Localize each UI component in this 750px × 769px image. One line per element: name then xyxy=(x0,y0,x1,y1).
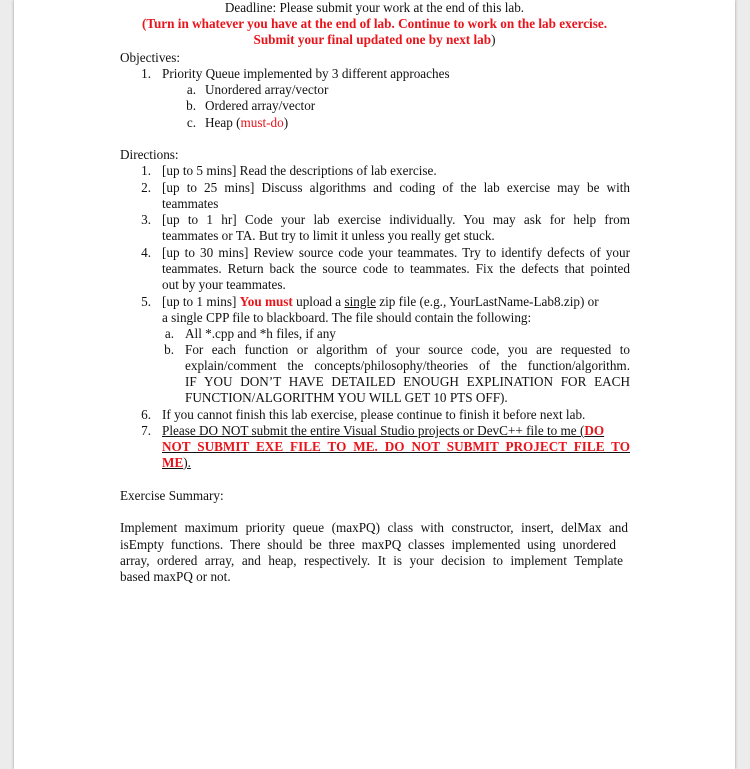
direction-item-cont: a single CPP file to blackboard. The file should contain the following: xyxy=(162,310,532,325)
objective-sub-letter: b. xyxy=(186,98,196,113)
direction-item-cont: out by your teammates. xyxy=(162,277,286,292)
direction-number: 6. xyxy=(141,407,151,422)
objectives-heading: Objectives: xyxy=(120,50,181,65)
objective-sub-item: Ordered array/vector xyxy=(205,98,316,113)
direction-number: 7. xyxy=(141,423,151,438)
direction-item-cont: ME). xyxy=(162,455,191,470)
objective-sub-item: Heap (must-do) xyxy=(205,115,289,130)
direction-number: 3. xyxy=(141,212,151,227)
direction-number: 5. xyxy=(141,294,151,309)
summary-text: based maxPQ or not. xyxy=(120,569,231,584)
summary-heading: Exercise Summary: xyxy=(120,488,224,503)
objective-item: Priority Queue implemented by 3 different approaches xyxy=(162,66,450,81)
direction-item-cont: NOT SUBMIT EXE FILE TO ME. DO NOT SUBMIT PROJECT FILE TO xyxy=(162,439,630,454)
direction-item: [up to 1 mins] You must upload a single zip file (e.g., YourLastName-Lab8.zip) or xyxy=(162,294,599,309)
summary-text: isEmpty functions. There should be three maxPQ classes implemented using unordered xyxy=(120,537,616,552)
direction-item: [up to 30 mins] Review source code your teammates. Try to identify defects of your xyxy=(162,245,630,260)
direction-number: 1. xyxy=(141,163,151,178)
direction-sub-item-cont: explain/comment the concepts/philosophy/theories of the function/algorithm. xyxy=(185,358,630,373)
direction-sub-item-cont: IF YOU DON’T HAVE DETAILED ENOUGH EXPLINATION FOR EACH xyxy=(185,374,630,389)
direction-item: Please DO NOT submit the entire Visual Studio projects or DevC++ file to me (DO xyxy=(162,423,605,438)
direction-number: 4. xyxy=(141,245,151,260)
document-page xyxy=(14,0,735,769)
summary-text: array, ordered array, and heap, respectively. It is your decision to implement Template xyxy=(120,553,623,568)
direction-item-cont: teammates xyxy=(162,196,219,211)
turn-in-line-2: Submit your final updated one by next lab) xyxy=(253,32,496,47)
objective-sub-letter: a. xyxy=(186,82,196,97)
summary-text: Implement maximum priority queue (maxPQ) class with constructor, insert, delMax and xyxy=(120,520,628,535)
direction-item-cont: teammates. Return back the source code to teammates. Fix the defects that pointed xyxy=(162,261,630,276)
direction-item: [up to 25 mins] Discuss algorithms and coding of the lab exercise may be with xyxy=(162,180,630,195)
deadline-line: Deadline: Please submit your work at the end of this lab. xyxy=(224,0,525,15)
direction-item: [up to 1 hr] Code your lab exercise individually. You may ask for help from xyxy=(162,212,630,227)
direction-sub-item: All *.cpp and *h files, if any xyxy=(185,326,336,341)
direction-sub-item: For each function or algorithm of your source code, you are requested to xyxy=(185,342,630,357)
direction-sub-letter: a. xyxy=(164,326,174,341)
direction-number: 2. xyxy=(141,180,151,195)
objective-number: 1. xyxy=(141,66,151,81)
direction-item: [up to 5 mins] Read the descriptions of lab exercise. xyxy=(162,163,437,178)
direction-sub-letter: b. xyxy=(164,342,174,357)
turn-in-line-1: (Turn in whatever you have at the end of lab. Continue to work on the lab exercise. xyxy=(141,16,607,31)
objective-sub-item: Unordered array/vector xyxy=(205,82,329,97)
direction-sub-item-cont: FUNCTION/ALGORITHM YOU WILL GET 10 PTS OFF). xyxy=(185,390,508,405)
directions-heading: Directions: xyxy=(120,147,179,162)
direction-item: If you cannot finish this lab exercise, please continue to finish it before next lab. xyxy=(162,407,586,422)
direction-item-cont: teammates or TA. But try to limit it unless you really get stuck. xyxy=(162,228,495,243)
objective-sub-letter: c. xyxy=(186,115,196,130)
